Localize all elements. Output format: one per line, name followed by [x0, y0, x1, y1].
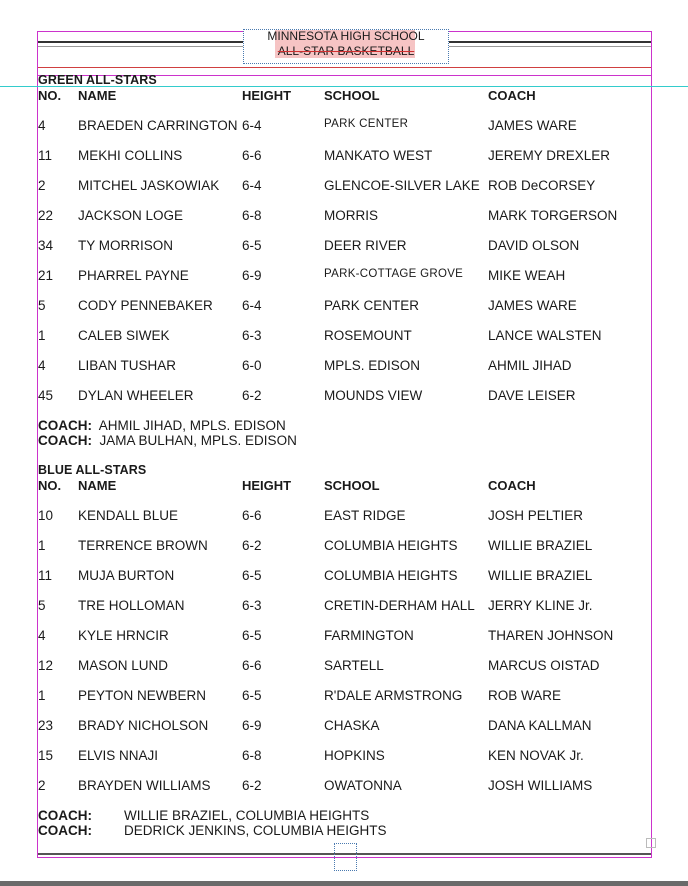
player-school: EAST RIDGE	[324, 508, 406, 523]
player-height: 6-4	[242, 178, 262, 193]
player-name: BRAEDEN CARRINGTON	[78, 118, 238, 133]
col-header-height: HEIGHT	[242, 88, 292, 103]
player-name: MEKHI COLLINS	[78, 148, 183, 163]
player-no: 10	[38, 508, 54, 523]
player-school: PARK CENTER	[324, 118, 409, 130]
player-coach: DAVID OLSON	[488, 238, 580, 253]
page-number-frame	[334, 843, 357, 871]
player-school: HOPKINS	[324, 748, 385, 763]
overset-marker	[646, 838, 656, 848]
player-height: 6-9	[242, 718, 262, 733]
player-coach: JAMES WARE	[488, 298, 577, 313]
player-school: CRETIN-DERHAM HALL	[324, 598, 475, 613]
team-coach-line	[38, 433, 297, 448]
player-school: MPLS. EDISON	[324, 358, 421, 373]
player-height: 6-3	[242, 598, 262, 613]
player-name: TRE HOLLOMAN	[78, 598, 185, 613]
player-height: 6-5	[242, 628, 262, 643]
col-header-coach: COACH	[488, 88, 536, 103]
header-rule-left	[38, 41, 243, 43]
player-no: 1	[38, 538, 46, 553]
player-name: KYLE HRNCIR	[78, 628, 169, 643]
coach-value: JAMA BULHAN, MPLS. EDISON	[99, 433, 297, 448]
player-name: MITCHEL JASKOWIAK	[78, 178, 220, 193]
player-height: 6-5	[242, 238, 262, 253]
col-header-name: NAME	[78, 88, 117, 103]
player-no: 45	[38, 388, 54, 403]
player-name: LIBAN TUSHAR	[78, 358, 177, 373]
player-school: PARK CENTER	[324, 298, 420, 313]
coach-value: WILLIE BRAZIEL, COLUMBIA HEIGHTS	[124, 808, 370, 823]
player-no: 23	[38, 718, 54, 733]
player-name: MASON LUND	[78, 658, 169, 673]
margin-guide-right	[651, 31, 652, 857]
team-coach-line	[38, 823, 387, 838]
player-no: 5	[38, 298, 46, 313]
coach-label: COACH:	[38, 823, 92, 838]
header-rule-right-thin	[448, 46, 651, 47]
col-header-no: NO.	[38, 88, 62, 103]
col-header-name: NAME	[78, 478, 117, 493]
player-coach: JOSH PELTIER	[488, 508, 584, 523]
player-name: CODY PENNEBAKER	[78, 298, 213, 313]
player-school: MORRIS	[324, 208, 378, 223]
title-line-1: MINNESOTA HIGH SCHOOL	[267, 29, 425, 43]
player-coach: JOSH WILLIAMS	[488, 778, 593, 793]
player-height: 6-3	[242, 328, 262, 343]
player-name: BRADY NICHOLSON	[78, 718, 209, 733]
player-no: 21	[38, 268, 54, 283]
player-name: MUJA BURTON	[78, 568, 175, 583]
player-height: 6-4	[242, 118, 262, 133]
player-coach: MARK TORGERSON	[488, 208, 618, 223]
player-school: R'DALE ARMSTRONG	[324, 688, 463, 703]
player-height: 6-2	[242, 538, 262, 553]
player-no: 4	[38, 118, 46, 133]
col-header-no: NO.	[38, 478, 62, 493]
coach-label: COACH:	[38, 433, 92, 448]
player-school: FARMINGTON	[324, 628, 414, 643]
player-school: GLENCOE-SILVER LAKE	[324, 178, 480, 193]
title-line-2: ALL-STAR BASKETBALL	[277, 44, 415, 58]
player-coach: AHMIL JIHAD	[488, 358, 572, 373]
header-rule-right	[448, 41, 651, 43]
player-no: 4	[38, 628, 46, 643]
coach-label: COACH:	[38, 808, 92, 823]
player-coach: THAREN JOHNSON	[488, 628, 614, 643]
player-coach: MARCUS OISTAD	[488, 658, 600, 673]
player-no: 2	[38, 178, 46, 193]
player-no: 34	[38, 238, 54, 253]
player-name: CALEB SIWEK	[78, 328, 170, 343]
player-school: MOUNDS VIEW	[324, 388, 423, 403]
player-school: MANKATO WEST	[324, 148, 433, 163]
player-height: 6-5	[242, 688, 262, 703]
player-school: OWATONNA	[324, 778, 402, 793]
player-school: COLUMBIA HEIGHTS	[324, 568, 458, 583]
player-no: 1	[38, 328, 46, 343]
section-title: GREEN ALL-STARS	[38, 73, 157, 87]
section-title: BLUE ALL-STARS	[38, 463, 147, 477]
window-bottom-bar	[0, 881, 688, 886]
player-height: 6-2	[242, 388, 262, 403]
player-coach: WILLIE BRAZIEL	[488, 538, 593, 553]
player-no: 11	[38, 568, 53, 583]
player-coach: KEN NOVAK Jr.	[488, 748, 584, 763]
player-height: 6-6	[242, 658, 262, 673]
player-coach: ROB WARE	[488, 688, 562, 703]
player-height: 6-2	[242, 778, 262, 793]
team-coach-line	[38, 418, 286, 433]
player-height: 6-6	[242, 148, 262, 163]
player-name: DYLAN WHEELER	[78, 388, 194, 403]
coach-value: AHMIL JIHAD, MPLS. EDISON	[98, 418, 286, 433]
player-school: PARK-COTTAGE GROVE	[324, 268, 464, 280]
player-no: 15	[38, 748, 54, 763]
player-school: DEER RIVER	[324, 238, 407, 253]
col-header-school: SCHOOL	[324, 88, 380, 103]
player-height: 6-8	[242, 208, 262, 223]
player-no: 2	[38, 778, 46, 793]
player-no: 1	[38, 688, 46, 703]
player-coach: DANA KALLMAN	[488, 718, 592, 733]
player-name: JACKSON LOGE	[78, 208, 184, 223]
player-school: SARTELL	[324, 658, 384, 673]
col-header-height: HEIGHT	[242, 478, 292, 493]
col-header-school: SCHOOL	[324, 478, 380, 493]
coach-value: DEDRICK JENKINS, COLUMBIA HEIGHTS	[124, 823, 387, 838]
player-name: BRAYDEN WILLIAMS	[78, 778, 211, 793]
player-height: 6-4	[242, 298, 262, 313]
player-no: 22	[38, 208, 54, 223]
player-name: PEYTON NEWBERN	[78, 688, 207, 703]
player-coach: JERRY KLINE Jr.	[488, 598, 593, 613]
player-coach: ROB DeCORSEY	[488, 178, 596, 193]
player-no: 12	[38, 658, 54, 673]
player-no: 5	[38, 598, 46, 613]
player-coach: JAMES WARE	[488, 118, 577, 133]
player-name: TY MORRISON	[78, 238, 174, 253]
player-height: 6-5	[242, 568, 262, 583]
coach-label: COACH:	[38, 418, 92, 433]
player-height: 6-8	[242, 748, 262, 763]
player-school: CHASKA	[324, 718, 380, 733]
player-coach: WILLIE BRAZIEL	[488, 568, 593, 583]
player-coach: JEREMY DREXLER	[488, 148, 611, 163]
player-name: ELVIS NNAJI	[78, 748, 159, 763]
header-rule-red	[38, 67, 651, 68]
team-coach-line	[38, 808, 369, 823]
page-title	[243, 29, 449, 62]
player-school: COLUMBIA HEIGHTS	[324, 538, 458, 553]
player-height: 6-6	[242, 508, 262, 523]
player-name: TERRENCE BROWN	[78, 538, 208, 553]
player-height: 6-9	[242, 268, 262, 283]
col-header-coach: COACH	[488, 478, 536, 493]
player-coach: LANCE WALSTEN	[488, 328, 602, 343]
player-no: 11	[38, 148, 53, 163]
player-name: KENDALL BLUE	[78, 508, 179, 523]
player-height: 6-0	[242, 358, 262, 373]
player-name: PHARREL PAYNE	[78, 268, 189, 283]
player-no: 4	[38, 358, 46, 373]
player-coach: DAVE LEISER	[488, 388, 576, 403]
player-school: ROSEMOUNT	[324, 328, 412, 343]
header-rule-left-thin	[38, 46, 243, 47]
player-coach: MIKE WEAH	[488, 268, 566, 283]
